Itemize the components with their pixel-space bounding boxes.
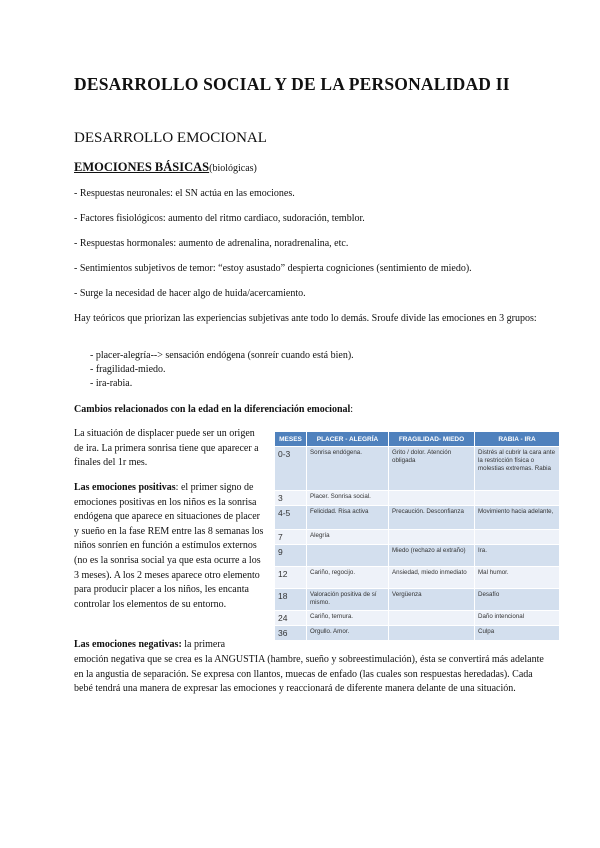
anger-cell: Ira. xyxy=(475,545,560,567)
month-cell: 9 xyxy=(275,545,307,567)
header-months: MESES xyxy=(275,432,307,447)
table-row xyxy=(275,447,560,491)
pleasure-cell: Sonrisa endógena. xyxy=(307,447,389,491)
anger-cell: Movimiento hacia adelante, xyxy=(475,506,560,530)
group-item-2: - fragilidad-miedo. xyxy=(90,364,166,375)
header-rage-anger: RABIA - IRA xyxy=(475,432,560,447)
positive-emotions-text: : el primer signo de emociones positivas en los niños es la sonrisa endógena que aparece en situaciones de placer y sueño en la fase REM entre las 8 semanas los niños sonríen en función a estímulos externos (no es la sonrisa social ya que esta ocurre a los 3 meses). A los 2 meses aparece otro elemento para producir placer a los niños, les encanta controlar los elementos de su entorno. xyxy=(74,482,264,610)
month-cell: 4-5 xyxy=(275,506,307,530)
pleasure-cell: Orgullo. Amor. xyxy=(307,626,389,641)
fear-cell xyxy=(389,611,475,626)
document-title: DESARROLLO SOCIAL Y DE LA PERSONALIDAD II xyxy=(74,74,510,94)
theorists-paragraph: Hay teóricos que priorizan las experiencias subjetivas ante todo lo demás. Sroufe divide las emociones en 3 grupos: xyxy=(74,313,537,324)
anger-cell: Culpa xyxy=(475,626,560,641)
changes-heading-text: Cambios relacionados con la edad en la diferenciación emocional xyxy=(74,404,351,415)
section-title: DESARROLLO EMOCIONAL xyxy=(74,130,267,146)
month-cell: 36 xyxy=(275,626,307,641)
month-cell: 12 xyxy=(275,567,307,589)
pleasure-cell: Placer. Sonrisa social. xyxy=(307,491,389,506)
fear-cell: Precaución. Desconfianza xyxy=(389,506,475,530)
positive-emotions-paragraph xyxy=(74,481,266,612)
pleasure-cell: Cariño, ternura. xyxy=(307,611,389,626)
fear-cell: Ansiedad, miedo inmediato xyxy=(389,567,475,589)
basic-emotions-heading-note: (biológicas) xyxy=(209,163,257,174)
basic-item-3: - Respuestas hormonales: aumento de adrenalina, noradrenalina, etc. xyxy=(74,238,349,249)
table-row xyxy=(275,545,560,567)
basic-emotions-heading-text: EMOCIONES BÁSICAS xyxy=(74,160,210,174)
table-row xyxy=(275,626,560,641)
pleasure-cell xyxy=(307,545,389,567)
negative-emotions-lead-text: la primera xyxy=(181,639,226,650)
negative-emotions-lead xyxy=(74,638,266,653)
pleasure-cell: Felicidad. Risa activa xyxy=(307,506,389,530)
negative-emotions-label: Las emociones negativas: xyxy=(74,639,182,650)
anger-cell xyxy=(475,491,560,506)
month-cell: 3 xyxy=(275,491,307,506)
month-cell: 24 xyxy=(275,611,307,626)
pleasure-cell: Cariño, regocijo. xyxy=(307,567,389,589)
anger-cell xyxy=(475,530,560,545)
pleasure-cell: Valoración positiva de sí mismo. xyxy=(307,589,389,611)
header-pleasure-joy: PLACER - ALEGRÍA xyxy=(307,432,389,447)
displeasure-paragraph: La situación de displacer puede ser un origen de ira. La primera sonrisa tiene que aparecer a finales del 1r mes. xyxy=(74,428,259,469)
group-item-3: - ira-rabia. xyxy=(90,378,133,389)
anger-cell: Distrés al cubrir la cara ante la restricción física o molestias extremas. Rabia xyxy=(475,447,560,491)
month-cell: 7 xyxy=(275,530,307,545)
fear-cell: Vergüenza xyxy=(389,589,475,611)
fear-cell xyxy=(389,626,475,641)
table-row xyxy=(275,506,560,530)
basic-item-2: - Factores fisiológicos: aumento del ritmo cardiaco, sudoración, temblor. xyxy=(74,213,365,224)
basic-item-5: - Surge la necesidad de hacer algo de huida/acercamiento. xyxy=(74,288,306,299)
month-cell: 18 xyxy=(275,589,307,611)
anger-cell: Daño intencional xyxy=(475,611,560,626)
negative-emotions-paragraph: emoción negativa que se crea es la ANGUSTIA (hambre, sueño y sobreestimulación), ésta se convertirá más adelante en la angustia de separación. Se expresa con llantos, muecas de enfado (las cuales son respuestas heredadas). Cada bebé tendrá una manera de expresar las emociones y reaccionará de diferente manera delante de una situación. xyxy=(74,654,544,695)
month-cell: 0-3 xyxy=(275,447,307,491)
table-row xyxy=(275,589,560,611)
changes-heading-colon: : xyxy=(350,404,354,415)
basic-item-4: - Sentimientos subjetivos de temor: “estoy asustado” despierta cogniciones (sentimiento de miedo). xyxy=(74,263,472,274)
table-header-row xyxy=(275,432,560,447)
fear-cell: Miedo (rechazo al extraño) xyxy=(389,545,475,567)
emotions-by-age-table xyxy=(274,431,560,641)
fear-cell: Grito / dolor. Atención obligada xyxy=(389,447,475,491)
basic-emotions-heading xyxy=(74,160,257,175)
table-row xyxy=(275,567,560,589)
table-row xyxy=(275,530,560,545)
table-row xyxy=(275,611,560,626)
positive-emotions-label: Las emociones positivas xyxy=(74,482,176,493)
pleasure-cell: Alegría xyxy=(307,530,389,545)
anger-cell: Mal humor. xyxy=(475,567,560,589)
changes-heading xyxy=(74,403,353,417)
group-item-1: - placer-alegría--> sensación endógena (sonreír cuando está bien). xyxy=(90,350,354,361)
anger-cell: Desafío xyxy=(475,589,560,611)
basic-item-1: - Respuestas neuronales: el SN actúa en las emociones. xyxy=(74,188,295,199)
table-row xyxy=(275,491,560,506)
fear-cell xyxy=(389,530,475,545)
header-fragility-fear: FRAGILIDAD- MIEDO xyxy=(389,432,475,447)
fear-cell xyxy=(389,491,475,506)
